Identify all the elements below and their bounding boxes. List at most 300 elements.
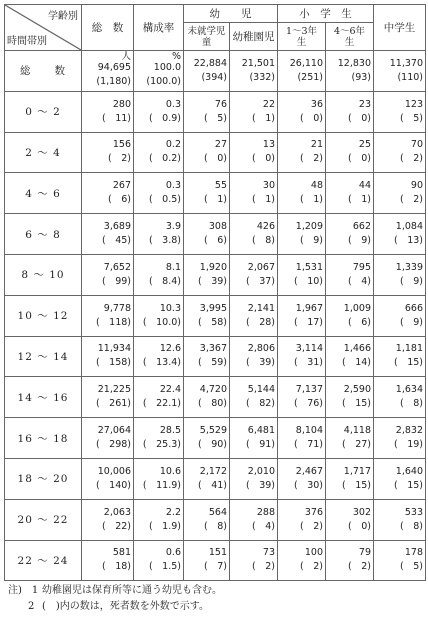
col-preschool-header: 未就学児 童	[184, 23, 230, 51]
cell-deaths: ( 15)	[341, 398, 371, 410]
cell-e13	[278, 336, 326, 377]
col-elem46-header: 4～6年 生	[326, 23, 374, 51]
table-row	[5, 91, 426, 132]
cell-junior	[374, 418, 426, 459]
cell-deaths: ( 17)	[293, 316, 323, 328]
cell-preschool	[184, 91, 230, 132]
cell-e46	[326, 458, 374, 499]
cell-deaths: ( 8)	[252, 235, 275, 247]
cell-value: 9,778	[103, 302, 131, 314]
cell-deaths: ( 6)	[204, 235, 227, 247]
cell-deaths: ( 59)	[197, 357, 227, 369]
cell-value: 11,934	[97, 343, 131, 355]
cell-deaths: ( 11.9)	[142, 479, 181, 491]
cell-value: 2,832	[395, 425, 423, 437]
cell-kinder	[230, 173, 278, 214]
cell-preschool	[184, 336, 230, 377]
cell-value: 156	[112, 139, 131, 151]
cell-e46	[326, 418, 374, 459]
cell-value: 76	[214, 98, 227, 110]
cell-value: 1,634	[395, 384, 423, 396]
cell-ratio	[134, 295, 184, 336]
cell-deaths: ( 2)	[300, 153, 323, 165]
cell-deaths: ( 2)	[348, 561, 371, 573]
unit-label: 人	[121, 51, 131, 63]
corner-top-label: 学齢別	[48, 11, 78, 22]
cell-value: 12.6	[159, 343, 181, 355]
cell-deaths: ( 58)	[197, 316, 227, 328]
cell-value: 25	[358, 139, 371, 151]
cell-ratio	[134, 91, 184, 132]
cell-junior	[374, 51, 426, 92]
cell-e46	[326, 254, 374, 295]
cell-value: 3,114	[295, 343, 323, 355]
cell-deaths: ( 2)	[400, 194, 423, 206]
cell-deaths: ( 13)	[393, 235, 423, 247]
cell-deaths: ( 8)	[204, 520, 227, 532]
cell-value: 10,006	[97, 465, 131, 477]
cell-deaths: ( 5)	[204, 112, 227, 124]
cell-deaths: ( 71)	[293, 439, 323, 451]
row-label: 20 ～ 22	[5, 499, 82, 540]
cell-junior	[374, 214, 426, 255]
cell-deaths: ( 0.2)	[148, 153, 181, 165]
cell-deaths: ( 118)	[95, 316, 131, 328]
row-label: 総 数	[5, 51, 82, 92]
row-label: 8 ～ 10	[5, 254, 82, 295]
cell-deaths: ( 9)	[400, 275, 423, 287]
col-kinder-header: 幼稚園児	[230, 23, 278, 51]
cell-value: 22.4	[159, 384, 181, 396]
col-total-header: 総 数	[82, 5, 134, 51]
cell-deaths: ( 2)	[108, 153, 131, 165]
cell-value: 308	[208, 221, 227, 233]
cell-deaths: (332)	[249, 71, 275, 83]
cell-value: 27	[214, 139, 227, 151]
cell-deaths: ( 1.5)	[148, 561, 181, 573]
cell-preschool	[184, 173, 230, 214]
cell-deaths: ( 8)	[400, 398, 423, 410]
cell-e13	[278, 214, 326, 255]
cell-deaths: ( 1)	[252, 194, 275, 206]
cell-value: 22,884	[193, 57, 227, 69]
cell-deaths: ( 4)	[348, 275, 371, 287]
cell-deaths: ( 1)	[252, 112, 275, 124]
cell-deaths: ( 0.9)	[148, 112, 181, 124]
table-row	[5, 418, 426, 459]
cell-kinder	[230, 336, 278, 377]
cell-e13	[278, 254, 326, 295]
col-junior-header: 中学生	[374, 5, 426, 51]
cell-deaths: ( 0)	[300, 112, 323, 124]
cell-value: 2,141	[247, 302, 275, 314]
cell-value: 1,466	[343, 343, 371, 355]
cell-deaths: (394)	[201, 71, 227, 83]
cell-deaths: ( 11)	[101, 112, 131, 124]
row-label: 14 ～ 16	[5, 377, 82, 418]
cell-preschool	[184, 499, 230, 540]
cell-deaths: (110)	[397, 71, 423, 83]
cell-deaths: ( 22.1)	[142, 398, 181, 410]
cell-value: 5,529	[199, 425, 227, 437]
cell-deaths: ( 14)	[341, 357, 371, 369]
cell-deaths: ( 25.3)	[142, 439, 181, 451]
cell-deaths: (1,180)	[96, 76, 131, 88]
cell-e13	[278, 295, 326, 336]
cell-preschool	[184, 295, 230, 336]
cell-deaths: ( 27)	[341, 439, 371, 451]
cell-value: 151	[208, 547, 227, 559]
cell-value: 13	[262, 139, 275, 151]
cell-value: 123	[404, 98, 423, 110]
table-row	[5, 173, 426, 214]
cell-value: 3,367	[199, 343, 227, 355]
cell-total	[82, 132, 134, 173]
cell-kinder	[230, 132, 278, 173]
cell-total	[82, 173, 134, 214]
cell-ratio	[134, 540, 184, 581]
cell-deaths: ( 3.8)	[148, 235, 181, 247]
cell-value: 7,137	[295, 384, 323, 396]
cell-total	[82, 295, 134, 336]
cell-value: 90	[410, 180, 423, 192]
cell-total	[82, 336, 134, 377]
cell-e13	[278, 499, 326, 540]
cell-e13	[278, 540, 326, 581]
cell-deaths: ( 9)	[300, 235, 323, 247]
cell-value: 4,118	[343, 425, 371, 437]
cell-deaths: ( 18)	[101, 561, 131, 573]
cell-ratio	[134, 51, 184, 92]
table-row	[5, 458, 426, 499]
cell-kinder	[230, 499, 278, 540]
cell-value: 1,009	[343, 302, 371, 314]
cell-kinder	[230, 214, 278, 255]
cell-value: 2,467	[295, 465, 323, 477]
table-row	[5, 214, 426, 255]
cell-value: 70	[410, 139, 423, 151]
cell-ratio	[134, 173, 184, 214]
table-row	[5, 499, 426, 540]
cell-value: 21	[310, 139, 323, 151]
cell-e13	[278, 458, 326, 499]
cell-value: 2.2	[165, 506, 181, 518]
cell-deaths: ( 13.4)	[142, 357, 181, 369]
cell-deaths: ( 6)	[108, 194, 131, 206]
cell-preschool	[184, 540, 230, 581]
cell-e13	[278, 173, 326, 214]
cell-value: 48	[310, 180, 323, 192]
cell-deaths: ( 1)	[204, 194, 227, 206]
cell-value: 36	[310, 98, 323, 110]
cell-junior	[374, 540, 426, 581]
cell-ratio	[134, 499, 184, 540]
header-row-1	[5, 5, 426, 23]
cell-value: 100.0	[153, 62, 181, 74]
cell-value: 23	[358, 98, 371, 110]
cell-deaths: ( 5)	[400, 561, 423, 573]
cell-e13	[278, 91, 326, 132]
cell-value: 44	[358, 180, 371, 192]
cell-deaths: ( 9)	[348, 235, 371, 247]
cell-e46	[326, 91, 374, 132]
cell-kinder	[230, 91, 278, 132]
cell-junior	[374, 132, 426, 173]
cell-total	[82, 540, 134, 581]
cell-e46	[326, 214, 374, 255]
cell-value: 2,590	[343, 384, 371, 396]
cell-value: 662	[352, 221, 371, 233]
cell-deaths: ( 15)	[341, 479, 371, 491]
cell-value: 73	[262, 547, 275, 559]
unit-label: %	[171, 51, 181, 63]
cell-total	[82, 499, 134, 540]
cell-deaths: ( 6)	[348, 316, 371, 328]
cell-e46	[326, 377, 374, 418]
cell-value: 376	[304, 506, 323, 518]
cell-deaths: ( 10)	[293, 275, 323, 287]
cell-deaths: (100.0)	[146, 76, 181, 88]
cell-deaths: ( 80)	[197, 398, 227, 410]
cell-value: 0.3	[165, 180, 181, 192]
row-label: 0 ～ 2	[5, 91, 82, 132]
cell-total	[82, 91, 134, 132]
cell-kinder	[230, 295, 278, 336]
row-label: 4 ～ 6	[5, 173, 82, 214]
cell-value: 8,104	[295, 425, 323, 437]
cell-junior	[374, 458, 426, 499]
cell-deaths: ( 15)	[393, 357, 423, 369]
cell-total	[82, 458, 134, 499]
col-ratio-header: 構成率	[134, 5, 184, 51]
cell-deaths: ( 158)	[95, 357, 131, 369]
cell-value: 22	[262, 98, 275, 110]
cell-value: 4,720	[199, 384, 227, 396]
cell-value: 79	[358, 547, 371, 559]
row-label: 12 ～ 14	[5, 336, 82, 377]
cell-value: 1,084	[395, 221, 423, 233]
cell-deaths: ( 39)	[245, 479, 275, 491]
cell-value: 0.6	[165, 547, 181, 559]
cell-e46	[326, 173, 374, 214]
cell-preschool	[184, 132, 230, 173]
cell-value: 2,067	[247, 261, 275, 273]
group-infant-header: 幼 児	[184, 5, 278, 23]
cell-preschool	[184, 377, 230, 418]
cell-preschool	[184, 51, 230, 92]
cell-value: 581	[112, 547, 131, 559]
notes	[8, 583, 222, 615]
cell-deaths: ( 15)	[393, 479, 423, 491]
cell-value: 1,717	[343, 465, 371, 477]
cell-total	[82, 214, 134, 255]
cell-total	[82, 254, 134, 295]
corner-bottom-label: 時間帯別	[7, 36, 47, 47]
cell-deaths: ( 90)	[197, 439, 227, 451]
cell-deaths: ( 31)	[293, 357, 323, 369]
cell-kinder	[230, 418, 278, 459]
cell-deaths: ( 10.0)	[142, 316, 181, 328]
cell-e13	[278, 132, 326, 173]
cell-value: 2,010	[247, 465, 275, 477]
cell-value: 1,967	[295, 302, 323, 314]
cell-deaths: ( 99)	[101, 275, 131, 287]
cell-value: 94,695	[97, 62, 131, 74]
cell-value: 2,172	[199, 465, 227, 477]
table-row	[5, 377, 426, 418]
cell-value: 1,209	[295, 221, 323, 233]
row-label: 16 ～ 18	[5, 418, 82, 459]
table-body	[5, 51, 426, 581]
cell-deaths: ( 39)	[197, 275, 227, 287]
cell-deaths: ( 0)	[348, 520, 371, 532]
cell-e13	[278, 377, 326, 418]
cell-value: 1,531	[295, 261, 323, 273]
cell-value: 100	[304, 547, 323, 559]
cell-junior	[374, 295, 426, 336]
cell-deaths: (251)	[297, 71, 323, 83]
table-row	[5, 254, 426, 295]
cell-deaths: ( 22)	[101, 520, 131, 532]
cell-ratio	[134, 336, 184, 377]
cell-kinder	[230, 458, 278, 499]
cell-preschool	[184, 214, 230, 255]
cell-deaths: ( 91)	[245, 439, 275, 451]
cell-deaths: ( 28)	[245, 316, 275, 328]
cell-value: 1,640	[395, 465, 423, 477]
corner-header	[5, 5, 82, 51]
cell-value: 267	[112, 180, 131, 192]
cell-value: 21,501	[241, 57, 275, 69]
row-label: 2 ～ 4	[5, 132, 82, 173]
cell-value: 280	[112, 98, 131, 110]
cell-deaths: ( 37)	[245, 275, 275, 287]
cell-e13	[278, 418, 326, 459]
cell-kinder	[230, 540, 278, 581]
cell-deaths: ( 0)	[252, 153, 275, 165]
cell-deaths: ( 76)	[293, 398, 323, 410]
cell-deaths: ( 7)	[204, 561, 227, 573]
table-row	[5, 295, 426, 336]
cell-deaths: ( 0)	[348, 112, 371, 124]
col-elem13-header: 1～3年 生	[278, 23, 326, 51]
cell-deaths: ( 2)	[300, 520, 323, 532]
table-row	[5, 132, 426, 173]
cell-deaths: ( 1.9)	[148, 520, 181, 532]
cell-value: 7,652	[103, 261, 131, 273]
cell-value: 533	[404, 506, 423, 518]
cell-value: 288	[256, 506, 275, 518]
cell-deaths: ( 140)	[95, 479, 131, 491]
cell-total	[82, 51, 134, 92]
cell-total	[82, 377, 134, 418]
cell-e46	[326, 540, 374, 581]
cell-junior	[374, 173, 426, 214]
cell-value: 3,689	[103, 221, 131, 233]
note-1: 注) 1 幼稚園児は保育所等に通う幼児も含む。	[8, 585, 222, 596]
cell-value: 12,830	[337, 57, 371, 69]
cell-value: 28.5	[159, 425, 181, 437]
cell-value: 302	[352, 506, 371, 518]
cell-value: 6,481	[247, 425, 275, 437]
cell-value: 178	[404, 547, 423, 559]
cell-deaths: (93)	[351, 71, 371, 83]
cell-e46	[326, 295, 374, 336]
cell-junior	[374, 91, 426, 132]
cell-deaths: ( 8.4)	[148, 275, 181, 287]
cell-junior	[374, 336, 426, 377]
cell-ratio	[134, 418, 184, 459]
cell-value: 8.1	[165, 261, 181, 273]
cell-deaths: ( 4)	[252, 520, 275, 532]
cell-deaths: ( 2)	[252, 561, 275, 573]
cell-preschool	[184, 418, 230, 459]
cell-deaths: ( 2)	[400, 153, 423, 165]
cell-deaths: ( 0)	[204, 153, 227, 165]
cell-value: 11,370	[389, 57, 423, 69]
cell-kinder	[230, 51, 278, 92]
row-label: 10 ～ 12	[5, 295, 82, 336]
table-row	[5, 336, 426, 377]
cell-kinder	[230, 254, 278, 295]
cell-value: 795	[352, 261, 371, 273]
cell-value: 26,110	[289, 57, 323, 69]
cell-junior	[374, 499, 426, 540]
cell-deaths: ( 2)	[300, 561, 323, 573]
table-row	[5, 51, 426, 92]
cell-preschool	[184, 254, 230, 295]
statistics-table	[4, 4, 426, 581]
cell-e46	[326, 132, 374, 173]
cell-value: 2,806	[247, 343, 275, 355]
cell-value: 21,225	[97, 384, 131, 396]
cell-junior	[374, 254, 426, 295]
cell-value: 0.2	[165, 139, 181, 151]
cell-deaths: ( 0)	[348, 153, 371, 165]
cell-deaths: ( 5)	[400, 112, 423, 124]
cell-value: 1,920	[199, 261, 227, 273]
cell-deaths: ( 41)	[197, 479, 227, 491]
cell-value: 564	[208, 506, 227, 518]
cell-value: 3,995	[199, 302, 227, 314]
row-label: 18 ～ 20	[5, 458, 82, 499]
cell-ratio	[134, 132, 184, 173]
cell-value: 5,144	[247, 384, 275, 396]
cell-value: 0.3	[165, 98, 181, 110]
cell-value: 10.6	[159, 465, 181, 477]
cell-kinder	[230, 377, 278, 418]
cell-value: 10.3	[159, 302, 181, 314]
cell-ratio	[134, 377, 184, 418]
cell-deaths: ( 19)	[393, 439, 423, 451]
cell-value: 55	[214, 180, 227, 192]
cell-deaths: ( 82)	[245, 398, 275, 410]
note-2: 2 ( )内の数は，死者数を外数で示す。	[8, 601, 210, 612]
group-elem-header: 小 学 生	[278, 5, 374, 23]
cell-junior	[374, 377, 426, 418]
cell-value: 1,181	[395, 343, 423, 355]
cell-deaths: ( 30)	[293, 479, 323, 491]
cell-ratio	[134, 254, 184, 295]
cell-e46	[326, 51, 374, 92]
cell-value: 27,064	[97, 425, 131, 437]
table-row	[5, 540, 426, 581]
cell-deaths: ( 298)	[95, 439, 131, 451]
cell-deaths: ( 261)	[95, 398, 131, 410]
cell-ratio	[134, 214, 184, 255]
cell-deaths: ( 39)	[245, 357, 275, 369]
cell-e46	[326, 336, 374, 377]
